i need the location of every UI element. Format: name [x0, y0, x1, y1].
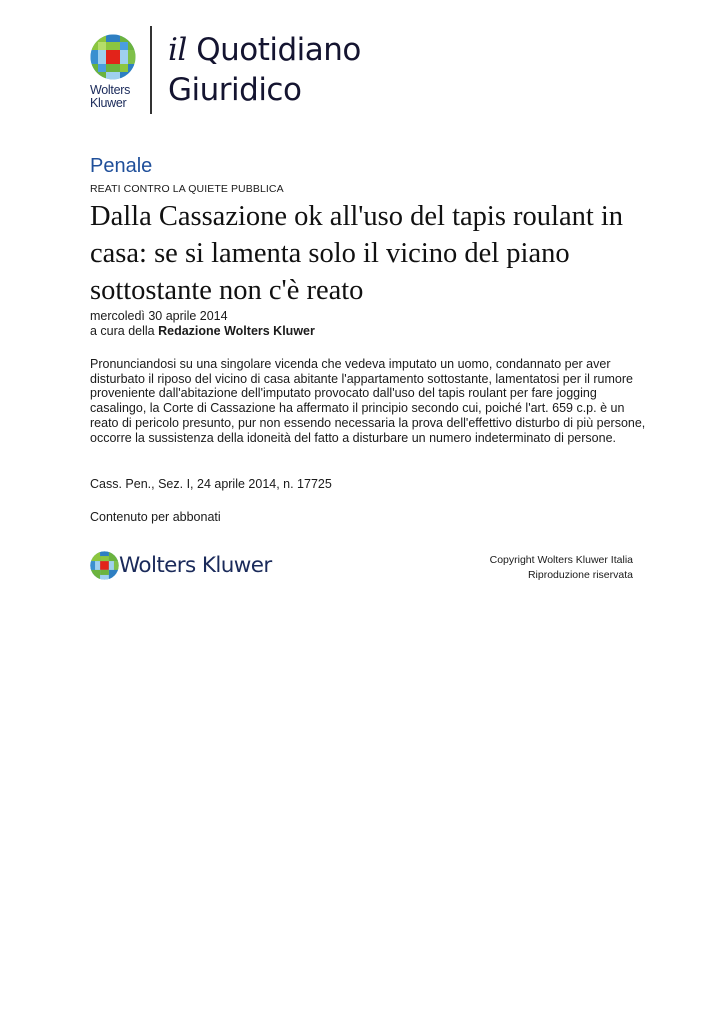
footer-wordmark: Wolters Kluwer [119, 553, 272, 578]
brand-title [168, 30, 361, 110]
logo-divider [150, 26, 152, 114]
brand-il: il [168, 32, 187, 68]
footer-globe-icon [90, 551, 119, 580]
article-byline [90, 324, 315, 338]
copyright-line2: Riproduzione riservata [527, 569, 633, 581]
section-label: Penale [90, 155, 153, 177]
logo-small-line1: Wolters [90, 83, 131, 97]
header-logo [90, 26, 420, 116]
byline-author: Redazione Wolters Kluwer [158, 324, 315, 338]
logo-small-line2: Kluwer [90, 96, 127, 110]
wolters-kluwer-globe-icon [90, 34, 136, 80]
category-label: REATI CONTRO LA QUIETE PUBBLICA [90, 183, 284, 195]
article-date: mercoledì 30 aprile 2014 [90, 309, 228, 323]
copyright-notice [490, 553, 633, 583]
copyright-line1: Copyright Wolters Kluwer Italia [489, 554, 633, 566]
logo-small-text [90, 84, 130, 110]
brand-line1: Quotidiano [196, 32, 361, 68]
article-headline: Dalla Cassazione ok all'uso del tapis roulant in casa: se si lamenta solo il vicino del piano sottostante non c'è reato [90, 201, 624, 306]
subscribers-note: Contenuto per abbonati [90, 510, 221, 524]
brand-line2: Giuridico [168, 72, 302, 108]
article-citation: Cass. Pen., Sez. I, 24 aprile 2014, n. 17725 [90, 477, 332, 491]
byline-prefix: a cura della [90, 324, 155, 338]
footer-logo [90, 551, 280, 583]
article-body: Pronunciandosi su una singolare vicenda che vedeva imputato un uomo, condannato per aver disturbato il riposo del vicino di casa abitante l'appartamento sottostante, lamentatosi per il rumore proveniente dall'abitazione dell'imputato provocato dall'uso del tapis roulant per fare jogging casalingo, la Corte di Cassazione ha affermato il principio secondo cui, poiché l'art. 659 c.p. è un reato di pericolo presunto, pur non essendo necessaria la prova dell'effettivo disturbo di più persone, occorre la sussistenza della idoneità del fatto a disturbare un numero indeterminato di persone. [90, 357, 646, 445]
